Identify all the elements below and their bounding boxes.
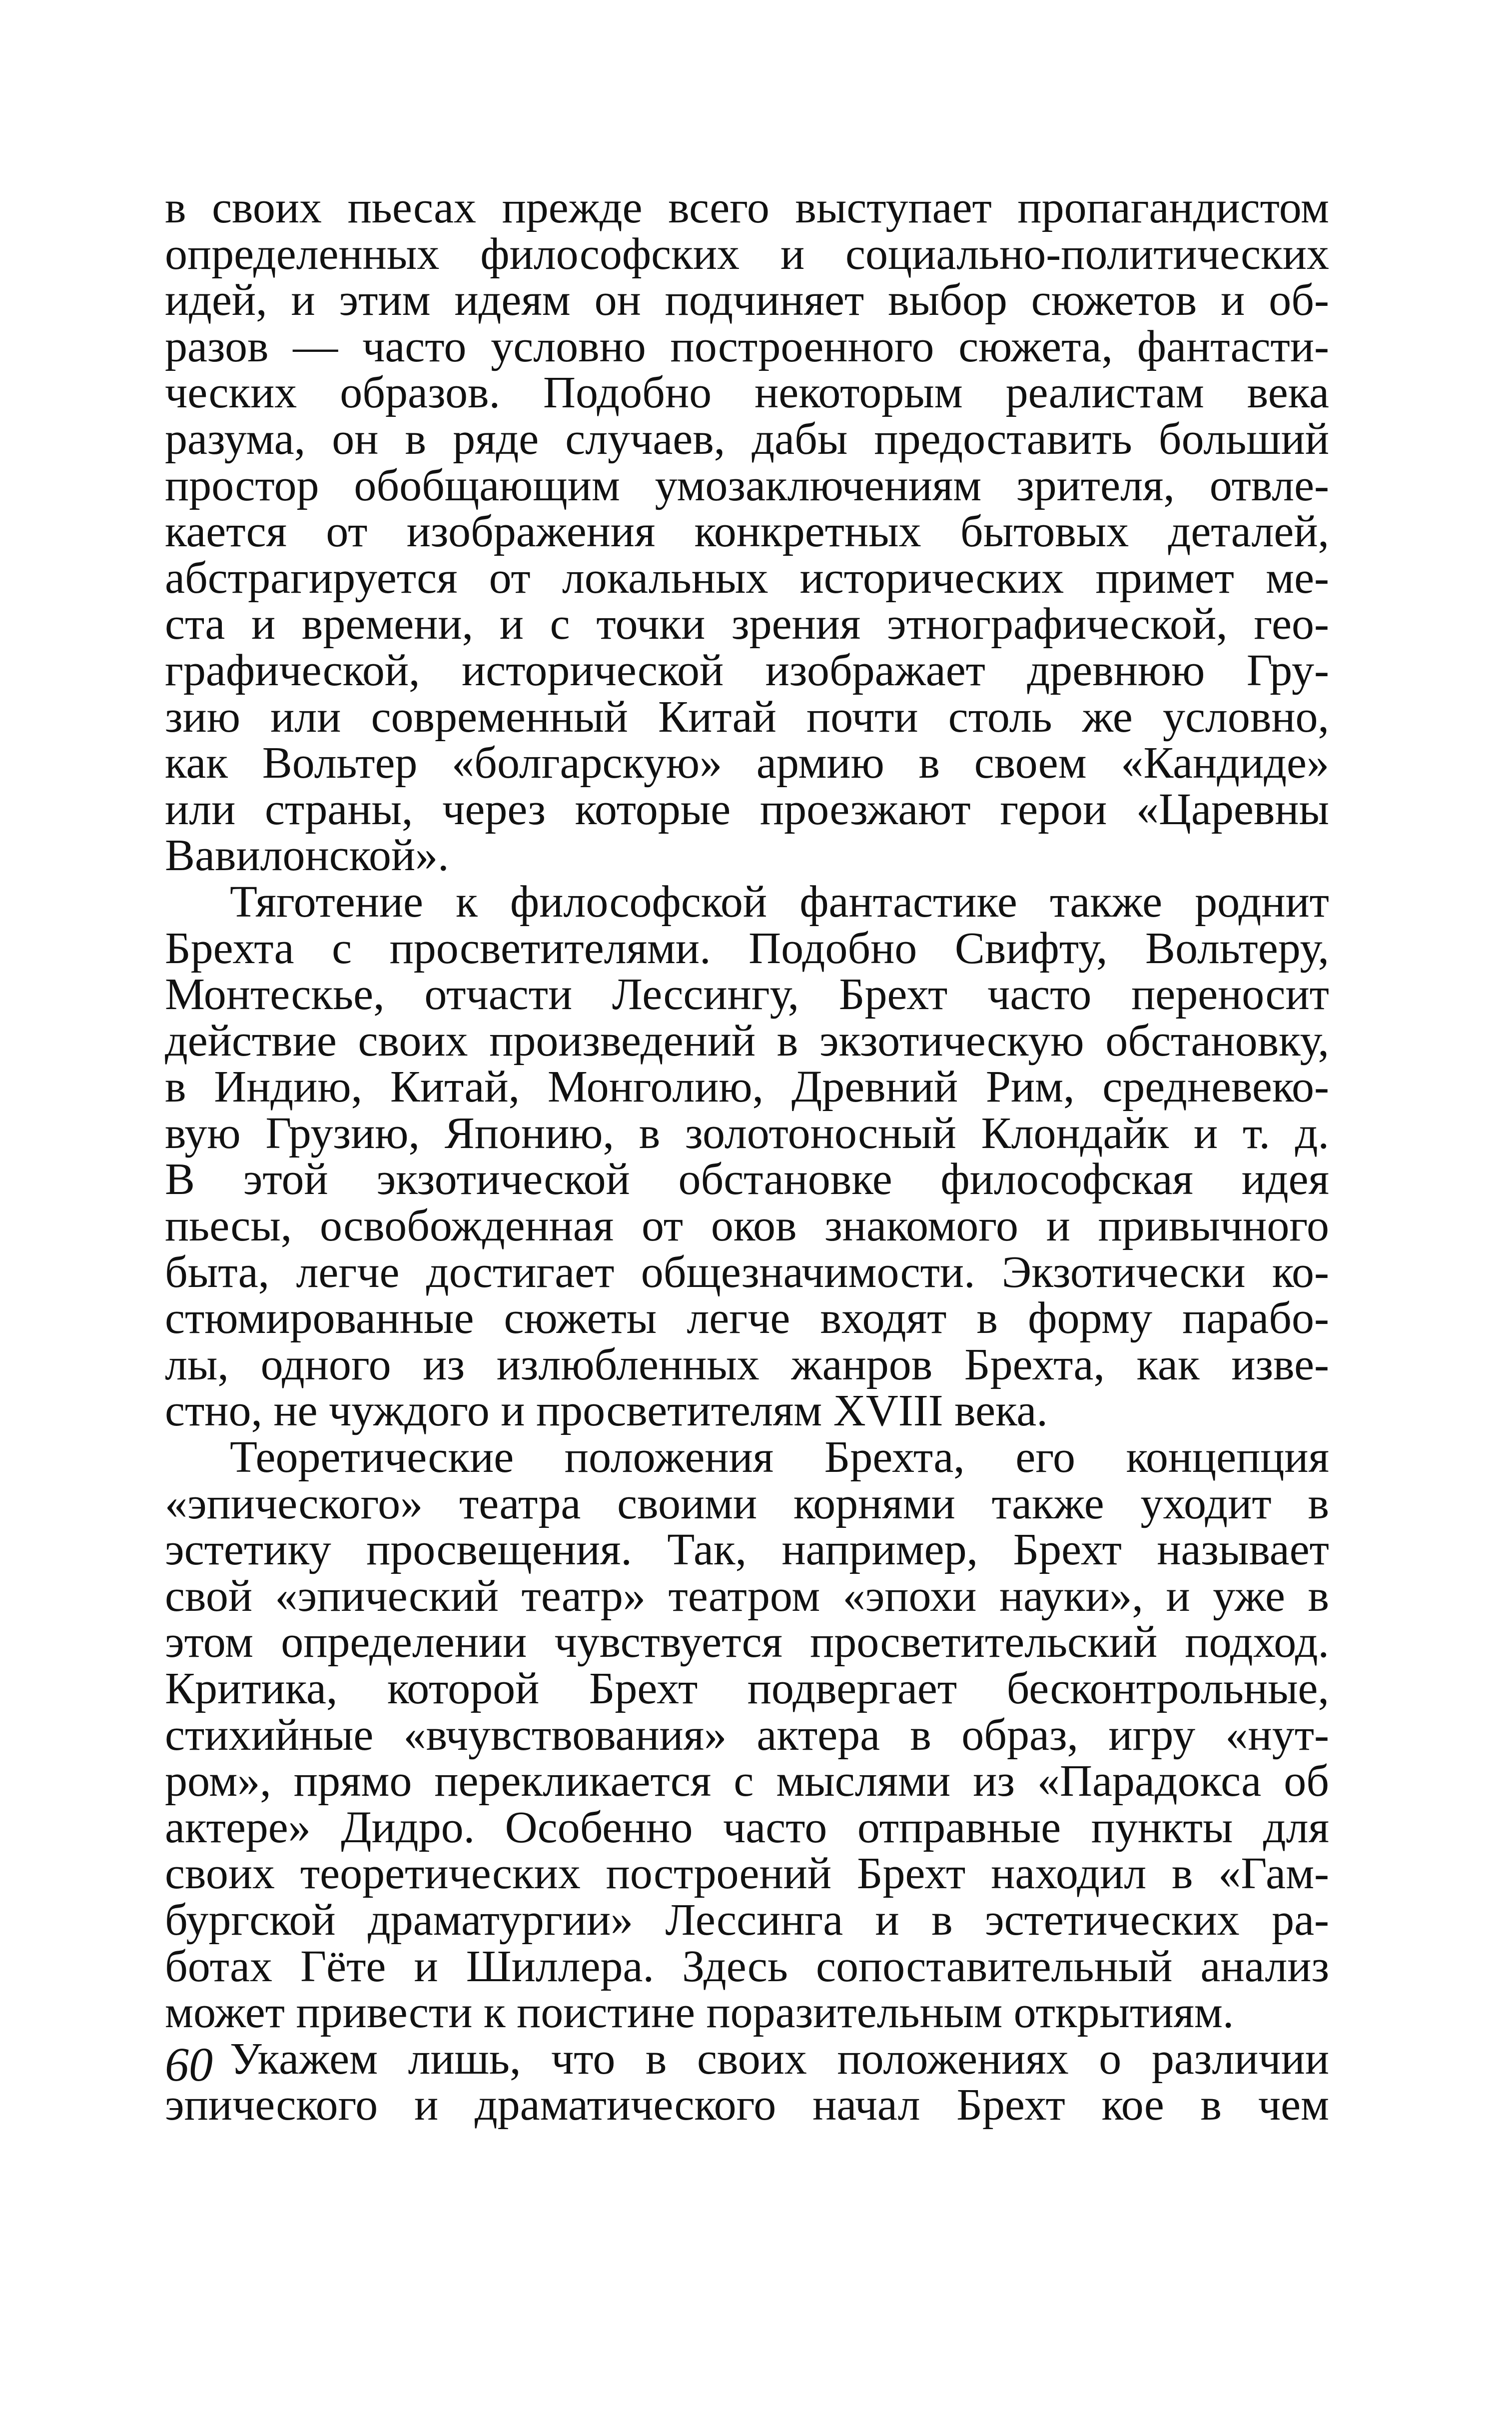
text-line: ботах Гёте и Шиллера. Здесь сопоставительный анализ <box>165 1941 1329 1991</box>
text-line: своих теоретических построений Брехт находил в «Гам- <box>165 1849 1329 1899</box>
text-line: пьесы, освобожденная от оков знакомого и привычного <box>165 1201 1329 1251</box>
text-line: в своих пьесах прежде всего выступает пропагандистом <box>165 183 1329 232</box>
text-line: стно, не чуждого и просветителям XVIII века. <box>165 1386 1048 1436</box>
text-line: кается от изображения конкретных бытовых деталей, <box>165 507 1329 557</box>
text-line: «эпического» театра своими корнями также уходит в <box>165 1478 1329 1528</box>
text-line: Укажем лишь, что в своих положениях о различии <box>230 2034 1329 2084</box>
text-line: этом определении чувствуется просветительский подход. <box>165 1617 1329 1667</box>
text-line: ческих образов. Подобно некоторым реалистам века <box>165 368 1329 418</box>
text-line: эпического и драматического начал Брехт кое в чем <box>165 2080 1329 2130</box>
text-line: разов — часто условно построенного сюжета, фантасти- <box>165 321 1329 371</box>
text-line: графической, исторической изображает древнюю Гру- <box>165 645 1329 695</box>
text-line: эстетику просвещения. Так, например, Брехт называет <box>165 1525 1329 1575</box>
text-line: быта, легче достигает общезначимости. Экзотически ко- <box>165 1247 1329 1297</box>
text-line: Монтескье, отчасти Лессингу, Брехт часто переносит <box>165 970 1329 1020</box>
text-line: или страны, через которые проезжают герои «Царевны <box>165 784 1329 834</box>
text-line: определенных философских и социально-политических <box>165 229 1329 279</box>
text-line: Критика, которой Брехт подвергает бесконтрольные, <box>165 1664 1329 1713</box>
text-line: бургской драматургии» Лессинга и в эстетических ра- <box>165 1895 1329 1945</box>
text-line: абстрагируется от локальных исторических примет ме- <box>165 553 1329 603</box>
paragraph <box>165 185 1329 879</box>
text-line: может привести к поистине поразительным открытиям. <box>165 1988 1234 2038</box>
text-line: действие своих произведений в экзотическую обстановку, <box>165 1016 1329 1066</box>
text-line: Тяготение к философской фантастике также роднит <box>230 877 1329 927</box>
text-line: идей, и этим идеям он подчиняет выбор сюжетов и об- <box>165 275 1329 325</box>
text-line: В этой экзотической обстановке философская идея <box>165 1155 1329 1204</box>
text-line: лы, одного из излюбленных жанров Брехта, как изве- <box>165 1339 1329 1389</box>
text-line: в Индию, Китай, Монголию, Древний Рим, средневеко- <box>165 1062 1329 1112</box>
text-line: простор обобщающим умозаключениям зрителя, отвле- <box>165 460 1329 510</box>
text-line: вую Грузию, Японию, в золотоносный Клондайк и т. д. <box>165 1108 1329 1158</box>
text-line: стихийные «вчувствования» актера в образ, игру «нут- <box>165 1710 1329 1760</box>
paragraph <box>165 2036 1329 2129</box>
text-line: ста и времени, и с точки зрения этнографической, гео- <box>165 599 1329 649</box>
page-number: 60 <box>165 2038 213 2091</box>
paragraph <box>165 879 1329 1434</box>
body-text <box>165 185 1329 2129</box>
text-line: разума, он в ряде случаев, дабы предоставить больший <box>165 414 1329 464</box>
text-line: как Вольтер «болгарскую» армию в своем «Кандиде» <box>165 738 1329 788</box>
text-line: стюмированные сюжеты легче входят в форму парабо- <box>165 1293 1329 1343</box>
text-line: актере» Дидро. Особенно часто отправные пункты для <box>165 1802 1329 1852</box>
text-line: свой «эпический театр» театром «эпохи науки», и уже в <box>165 1571 1329 1621</box>
text-line: зию или современный Китай почти столь же условно, <box>165 692 1329 742</box>
text-line: Брехта с просветителями. Подобно Свифту, Вольтеру, <box>165 923 1329 973</box>
paragraph <box>165 1434 1329 2036</box>
text-line: Теоретические положения Брехта, его концепция <box>230 1432 1329 1482</box>
text-line: ром», прямо перекликается с мыслями из «Парадокса об <box>165 1756 1329 1806</box>
text-line: Вавилонской». <box>165 831 449 881</box>
